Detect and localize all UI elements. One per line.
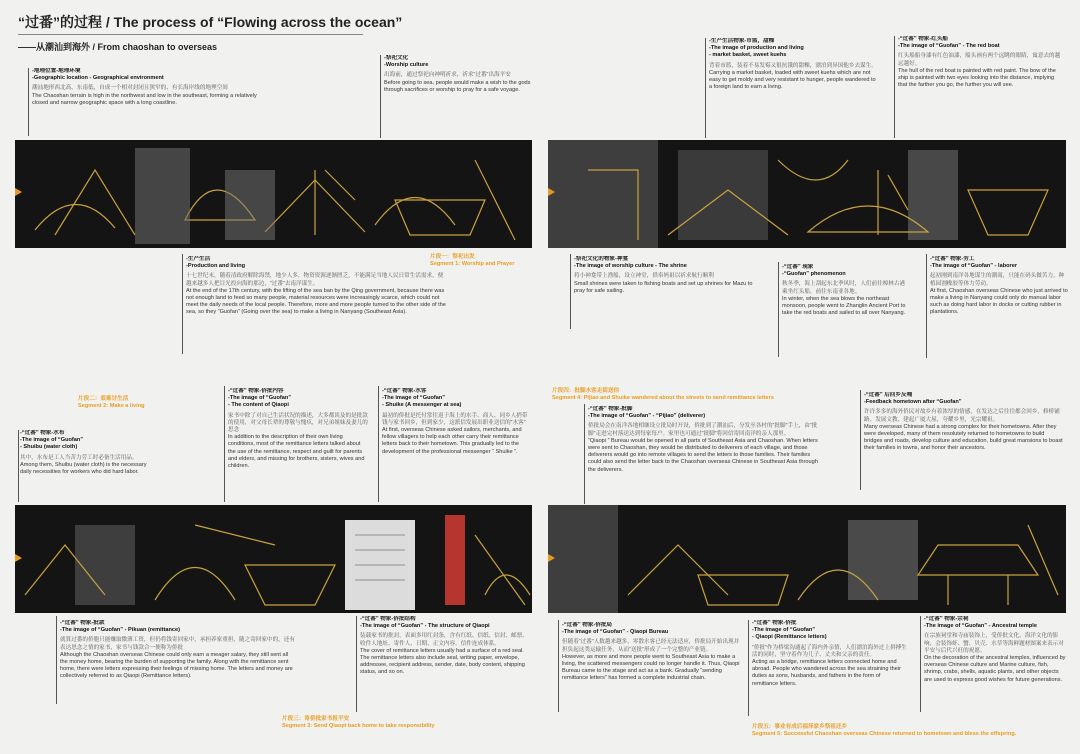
illustration-band-4 (548, 505, 1066, 613)
illustration-band-3 (15, 505, 532, 613)
leader-line (378, 386, 379, 502)
page-subtitle: ——从潮汕到海外 / From chaoshan to overseas (18, 42, 218, 52)
leader-line (224, 386, 225, 502)
leader-line (570, 254, 571, 329)
segment-marker-icon (548, 554, 555, 562)
leader-line (920, 616, 921, 712)
note-production: -生产生活 -Production and living 十七世纪末，随着清政府解除海禁，地少人多，物资资源逐渐匮乏，不能满足当地人民日常生活需求，便越来越多人把目光投向海的那边，“过番”去南洋谋生。 At the end of the 17th century, with the lifting of the sea ban by the Qing government, because there was not enough land to feed so many people, material resources were increasingly scarce, which could not meet the daily needs of the local people. Therefore, more and more people turned to the other side of the sea, so they “Guofan” (Going over the sea) to make a living in Nanyang (Southeast Asia). (186, 256, 446, 316)
note-shrine: -祭祀文化的物象-神龛 -The image of worship culture - The shrine 将小神龛带上渔船，设立神堂，供奉妈祖以祈求航行顺利 Small shrines were taken to fishing boats and set up shrines for Mazu to pray for safe sailing. (574, 256, 753, 294)
leader-line (894, 36, 895, 138)
segment-2-label: 片段二：艰难讨生活 Segment 2: Make a living (78, 396, 145, 409)
leader-line (56, 616, 57, 704)
page-title: “过番”的过程 / The process of “Flowing across the ocean” (18, 14, 403, 30)
note-redboat: -“过番” 物象-红头船 -The image of “Guofan” - The red boat 红头船船身漆有红色油漆，船头画有两个远眺的眼睛，寓意去的越远越好。 The hull of the red boat is painted with red paint. The bow of the ship is painted with two eyes looking into the distance, implying that the farther you go, the further you will see. (898, 36, 1061, 89)
leader-line (705, 38, 706, 138)
leader-line (182, 254, 183, 354)
segment-marker-icon (15, 554, 22, 562)
leader-line (558, 620, 559, 712)
leader-line (926, 254, 927, 358)
leader-line (356, 616, 357, 712)
note-structure: -“过番” 物象-侨批结构 -The image of “Guofan” - The structure of Qiaopi 装载家书的批封，表面多用红封条，含有红纸、信纸、信封、邮票、收件人地址、寄件人、日期、正文内容，信件连成体系。 The cover of remittance letters usually had a surface of a red seal. The remittance letters also include seal, writing paper, envelope, addressee, recipient address, sender, date, body content, shipping status, and so on. (360, 616, 528, 676)
segment-marker-icon (548, 188, 555, 196)
note-bureau: -“过番” 物象-侨批局 -The image of “Guofan” - Qiaopi Bureau 但随着“过番”人数越来越多，零散水客已经无法适应，侨批局开始出现并担负起这类运输任务，从而“送批”形成了一个完整的产业链。 However, as more and more people went to Southeast Asia to make a living, the scattered messengers could no longer handle it. Thus, Qiaopi Bureau came to the stage and act as a bank. Gradually “sending remittance letters” has formed a complete industrial chain. (562, 622, 740, 682)
note-pikuan: -“过番” 物象-批款 -The image of “Guofan” - Pikuan (remittance) 就算过番的侨胞只能赚取微薄工资，但仍将钱寄回家中，承担养家重担，随之寄回家中的，还有表达思念之情的家书，家书与钱款合一便称为侨批 Although the Chaoshan overseas Chinese could only earn a meager salary, they still sent all the money home, bearing the burden of supporting the family. Along with the remittance sent home, there were letters expressing their feelings of missing home. The letters and money are collectively referred to as Qiaopi (Remittance letters). (60, 620, 295, 680)
segment-1-label: 片段一：祭祀出发 Segment 1: Worship and Prayer (430, 254, 515, 267)
note-geo: -地理位置-地理环境 -Geographic location - Geographical environment 潮汕地形西北高、东南低，自成一个相对封闭且狭窄的、有长海岸线的地理空间 The Chaoshan terrain is high in the northwest and low in the southeast, forming a relatively closed and narrow geographic space with a long coastline. (32, 68, 257, 106)
segment-5-label: 片段五：事业有成后福泽家乡祭祖还乡 Segment 5: Successful Chaoshan overseas Chinese returned to hometown and bless the offspring. (752, 724, 1017, 737)
illustration-band-1 (15, 140, 532, 248)
note-phenomenon: -“过番” 现象 -“Guofan” phenomenon 秋冬季，海上刮起东北季风时，人们前往樟林古港乘坐红头船，前往东南亚各地。 In winter, when the sea blows the northeast monsoon, people went to Zhanglin Ancient Port to take the red boats and sailed to all over Nanyang. (782, 264, 906, 317)
note-shuike: -“过番” 物象-水客 -The image of “Guofan” - Shuike (A messenger at sea) 最初的侨批是托付常往返于海上的水手、商人、同乡人捎带钱与家书回乡，但到家少，这派信发展出职业送信的“水客” At first, overseas Chinese asked sailors, merchants, and fellow villagers to help each other carry their remittance letters back to their hometown. This gradually led to the development of the professional messenger “ Shuike ”. (382, 388, 528, 455)
note-pijiao: -“过番” 物象-批脚 -The image of “Guofan” - “Pijiao” (deliverer) 侨批局会在南洋各地相继设立批局时开设，侨批到了潮汕后，分发至各村的“批脚”手上，由“批脚”走进完村落送达到每家每户。家里也可通过“批脚”将回信寄回南洋的亲人那里。 “Qiaopi ” Bureau would be opened in all parts of Southeast Asia and Chaoshan. When letters were sent to Chaoshan, they would be distributed to deliverers of each village, and those deliverers would go into remote villages to send the letters to those families. Their families could also send the letter back to the Chaoshan overseas Chinese in Southeast Asia through the deliverers. (588, 406, 818, 473)
segment-4-label: 片段四：批脚水客走街送信 Segment 4: Pijiao and Shuike wandered about the streets to send remittance letters (552, 388, 774, 401)
note-laborer: -“过番” 物象-劳工 -The image of “Guofan” - laborer 起初刚到南洋各地谋生的潮商，只能在码头做苦力，种植园割橡胶等体力劳动。 At first, Chaoshan overseas Chinese who just arrived to make a living in Nanyang could only do manual labor such as doing hard labor in docks or cutting rubber in plantations. (930, 256, 1068, 316)
title-divider (18, 34, 363, 35)
note-temple: -“过番” 物象-宗祠 -The image of “Guofan” - Ancestral temple 在宗族祠堂和寺庙装饰上，受侨批文化、海洋文化的影响，会装饰虾、蟹、贝壳、水草等海鲜题材图案来表示对平安与后代兴旺的祝愿。 On the decoration of the ancestral temples, influenced by overseas Chinese culture and Marine culture, fish, shrimp, crabs, shells, aquatic plants, and other objects are used to express good wishes for future generations. (924, 616, 1066, 683)
leader-line (28, 68, 29, 136)
segment-marker-icon (15, 188, 22, 196)
segment-3-label: 片段三：寄侨批家书报平安 Segment 3: Send Qiaopi back home to take responsibility (282, 716, 435, 729)
note-shuibu: -“过番” 物象-水布 -The image of “Guofan” - Shuibu (water cloth) 其中，水布是工人当苦力劳工时必备生活用品。 Among them, Shuibu (water cloth) is the necessary daily necessities for workers who did hard labor. (20, 430, 147, 476)
leader-line (380, 55, 381, 138)
note-content: -“过番” 物象-侨批内容 -The image of “Guofan” - The content of Qiaopi 家书中除了对自己生活状况的描述，大多都谈及的是批款的使用，对父母长辈的尊敬与愧疚，对兄弟姐妹及妻儿的思念 In addition to the description of their own living conditions, most of the remittance letters talked about the use of the remittance, respect and guilt for parents and elders, and missing for brothers, sisters, wives and children. (228, 388, 368, 470)
note-feedback: -“过番” 后回乡反哺 -Feedback hometown after “Guofan” 许许多多的海外侨民对故乡有着浓厚的情感，在发达之后往往都会回乡，修桥铺路、发展文教、建起广厦大屋，夸耀乡里，光宗耀祖。 Many overseas Chinese had a strong complex for their hometowns. After they were developed, many of them resolutely returned to hometowns to build bridges and roads, develop culture and education, build great mansions to boast their families in towns, and honor their ancestors. (864, 392, 1063, 452)
note-qiaopi: -“过番” 物象-侨批 -The image of “Guofan” - Qiaopi (Remittance letters) “侨批”作为桥梁沟通起了海内外亲情，人们漂泊海外过上拼搏生活的同时，坚守着作为儿子、丈夫和父亲的责任。 Acting as a bridge, remittance letters connected home and abroad. People who wandered across the sea straining their duties as sons, husbands, and fathers in the form of remittance letters. (752, 620, 907, 687)
leader-line (748, 620, 749, 716)
leader-line (860, 390, 861, 490)
leader-line (18, 430, 19, 502)
illustration-band-2 (548, 140, 1066, 248)
leader-line (584, 404, 585, 504)
leader-line (778, 262, 779, 357)
note-market: -生产生活物象-市篮，甜粿 -The image of production and living - market basket, sweet kuehs 背着市篮，装着不易发霉又很抗饿的甜粿，漂泊到异国他乡去谋生。 Carrying a market basket, loaded with sweet kuehs which are not easy to get moldy and very resistant to hunger, people wandered to a foreign land to earn a living. (709, 38, 877, 91)
note-worship: -祭祀文化 -Worship culture 出海前，通过祭祀向神明祈求，祈求“过番”出海平安 Before going to sea, people would make a wish to the gods through sacrifices or worship to pray for a safe voyage. (384, 55, 531, 93)
